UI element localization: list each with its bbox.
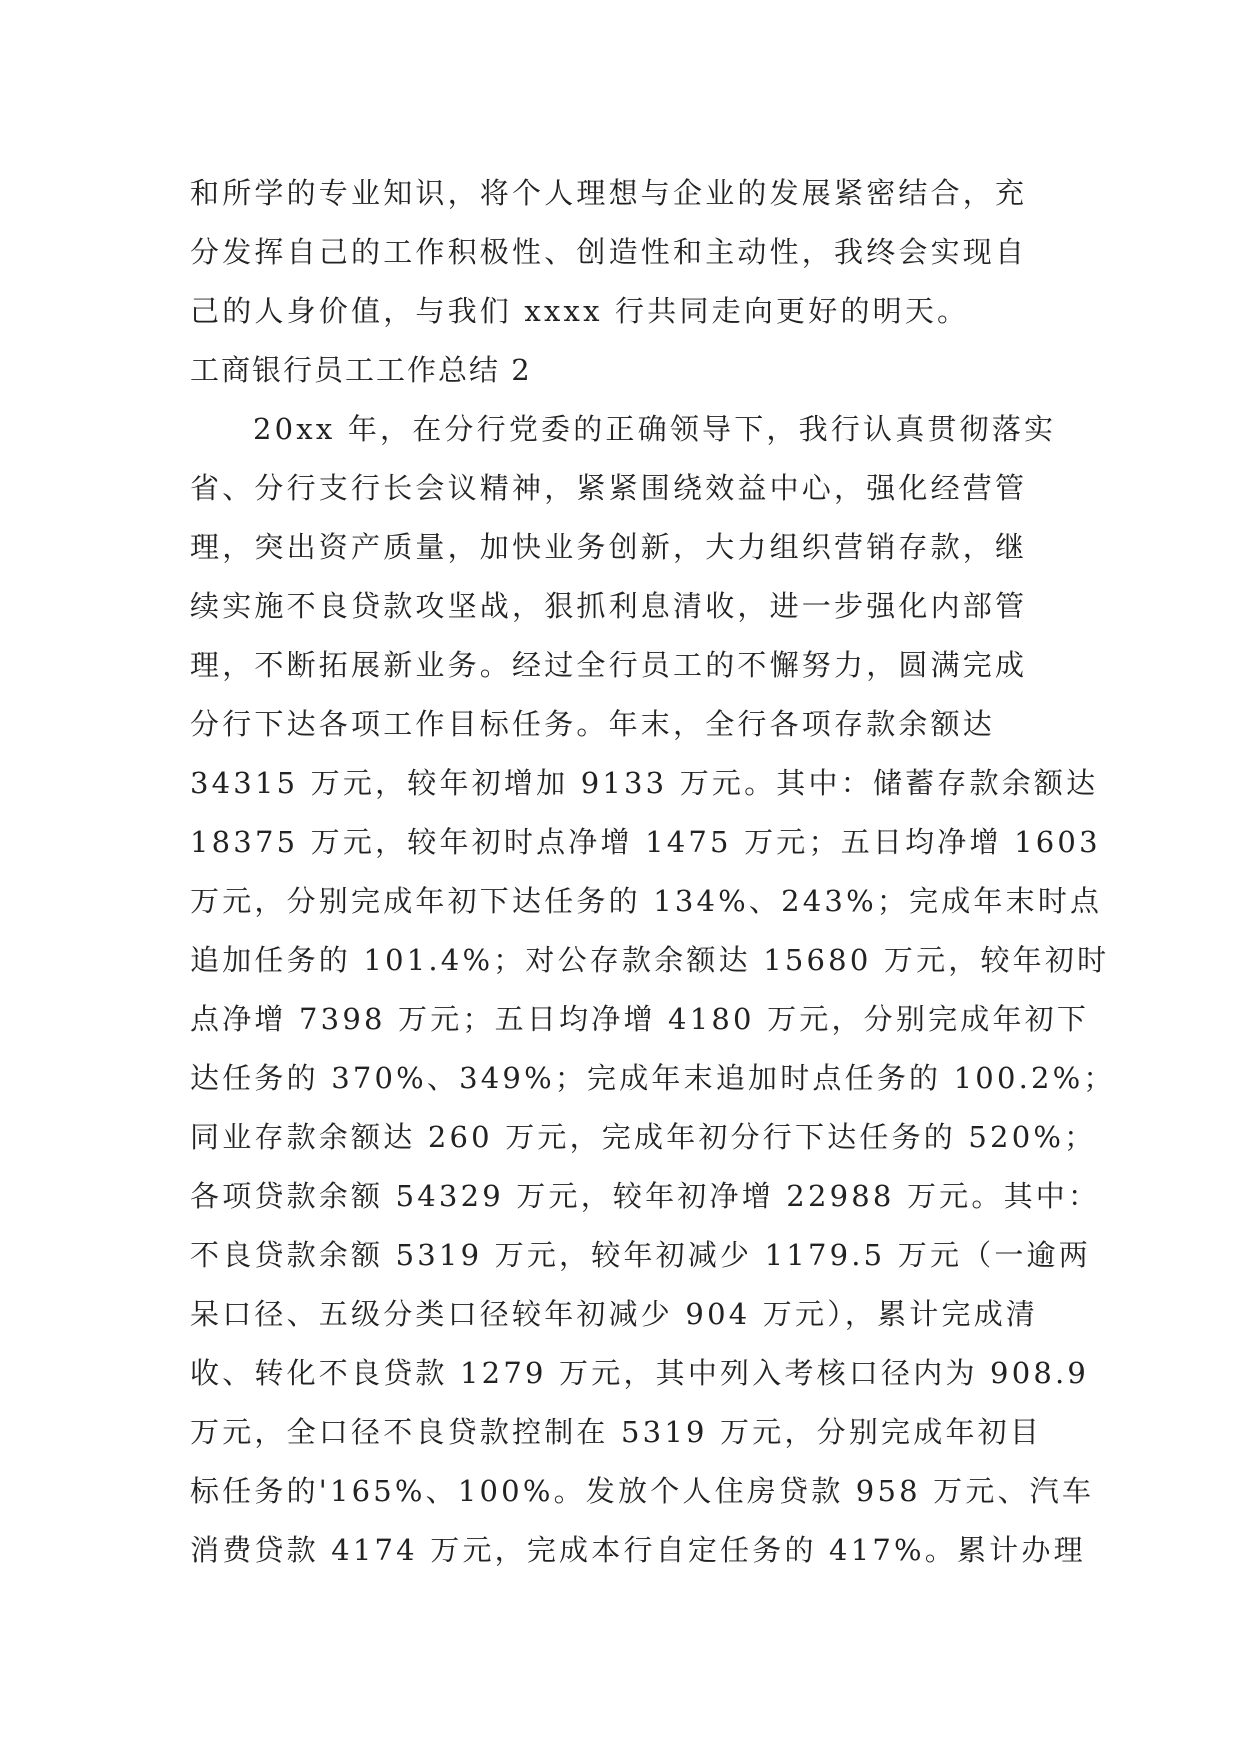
body-line: 理，突出资产质量，加快业务创新，大力组织营销存款，继 xyxy=(190,530,1028,564)
body-line: 万元，全口径不良贷款控制在 5319 万元，分别完成年初目 xyxy=(190,1415,1043,1449)
body-line: 18375 万元，较年初时点净增 1475 万元；五日均净增 1603 xyxy=(190,825,1101,859)
body-line: 分行下达各项工作目标任务。年末，全行各项存款余额达 xyxy=(190,707,996,741)
body-line: 34315 万元，较年初增加 9133 万元。其中：储蓄存款余额达 xyxy=(190,766,1099,800)
body-line: 追加任务的 101.4%；对公存款余额达 15680 万元，较年初时 xyxy=(190,943,1110,977)
body-line-first: 20xx 年，在分行党委的正确领导下，我行认真贯彻落实 xyxy=(253,412,1057,446)
body-line: 理，不断拓展新业务。经过全行员工的不懈努力，圆满完成 xyxy=(190,648,1028,682)
intro-line: 和所学的专业知识，将个人理想与企业的发展紧密结合，充 xyxy=(190,176,1028,210)
body-line: 达任务的 370%、349%；完成年末追加时点任务的 100.2%； xyxy=(190,1061,1116,1095)
intro-line: 分发挥自己的工作积极性、创造性和主动性，我终会实现自 xyxy=(190,235,1028,269)
body-line: 万元，分别完成年初下达任务的 134%、243%；完成年末时点 xyxy=(190,884,1103,918)
body-line: 呆口径、五级分类口径较年初减少 904 万元），累计完成清 xyxy=(190,1297,1039,1331)
body-line: 消费贷款 4174 万元，完成本行自定任务的 417%。累计办理 xyxy=(190,1533,1086,1567)
body-line: 收、转化不良贷款 1279 万元，其中列入考核口径内为 908.9 xyxy=(190,1356,1090,1390)
body-line: 续实施不良贷款攻坚战，狠抓利息清收，进一步强化内部管 xyxy=(190,589,1028,623)
body-line: 不良贷款余额 5319 万元，较年初减少 1179.5 万元（一逾两 xyxy=(190,1238,1091,1272)
body-line: 标任务的'165%、100%。发放个人住房贷款 958 万元、汽车 xyxy=(190,1474,1095,1508)
body-line: 省、分行支行长会议精神，紧紧围绕效益中心，强化经营管 xyxy=(190,471,1028,505)
section-title: 工商银行员工工作总结 2 xyxy=(190,353,532,387)
body-line: 同业存款余额达 260 万元，完成年初分行下达任务的 520%； xyxy=(190,1120,1097,1154)
document-body xyxy=(190,164,1116,1580)
intro-line: 己的人身价值，与我们 xxxx 行共同走向更好的明天。 xyxy=(190,294,970,328)
body-line: 各项贷款余额 54329 万元，较年初净增 22988 万元。其中： xyxy=(190,1179,1101,1213)
body-line: 点净增 7398 万元；五日均净增 4180 万元，分别完成年初下 xyxy=(190,1002,1090,1036)
